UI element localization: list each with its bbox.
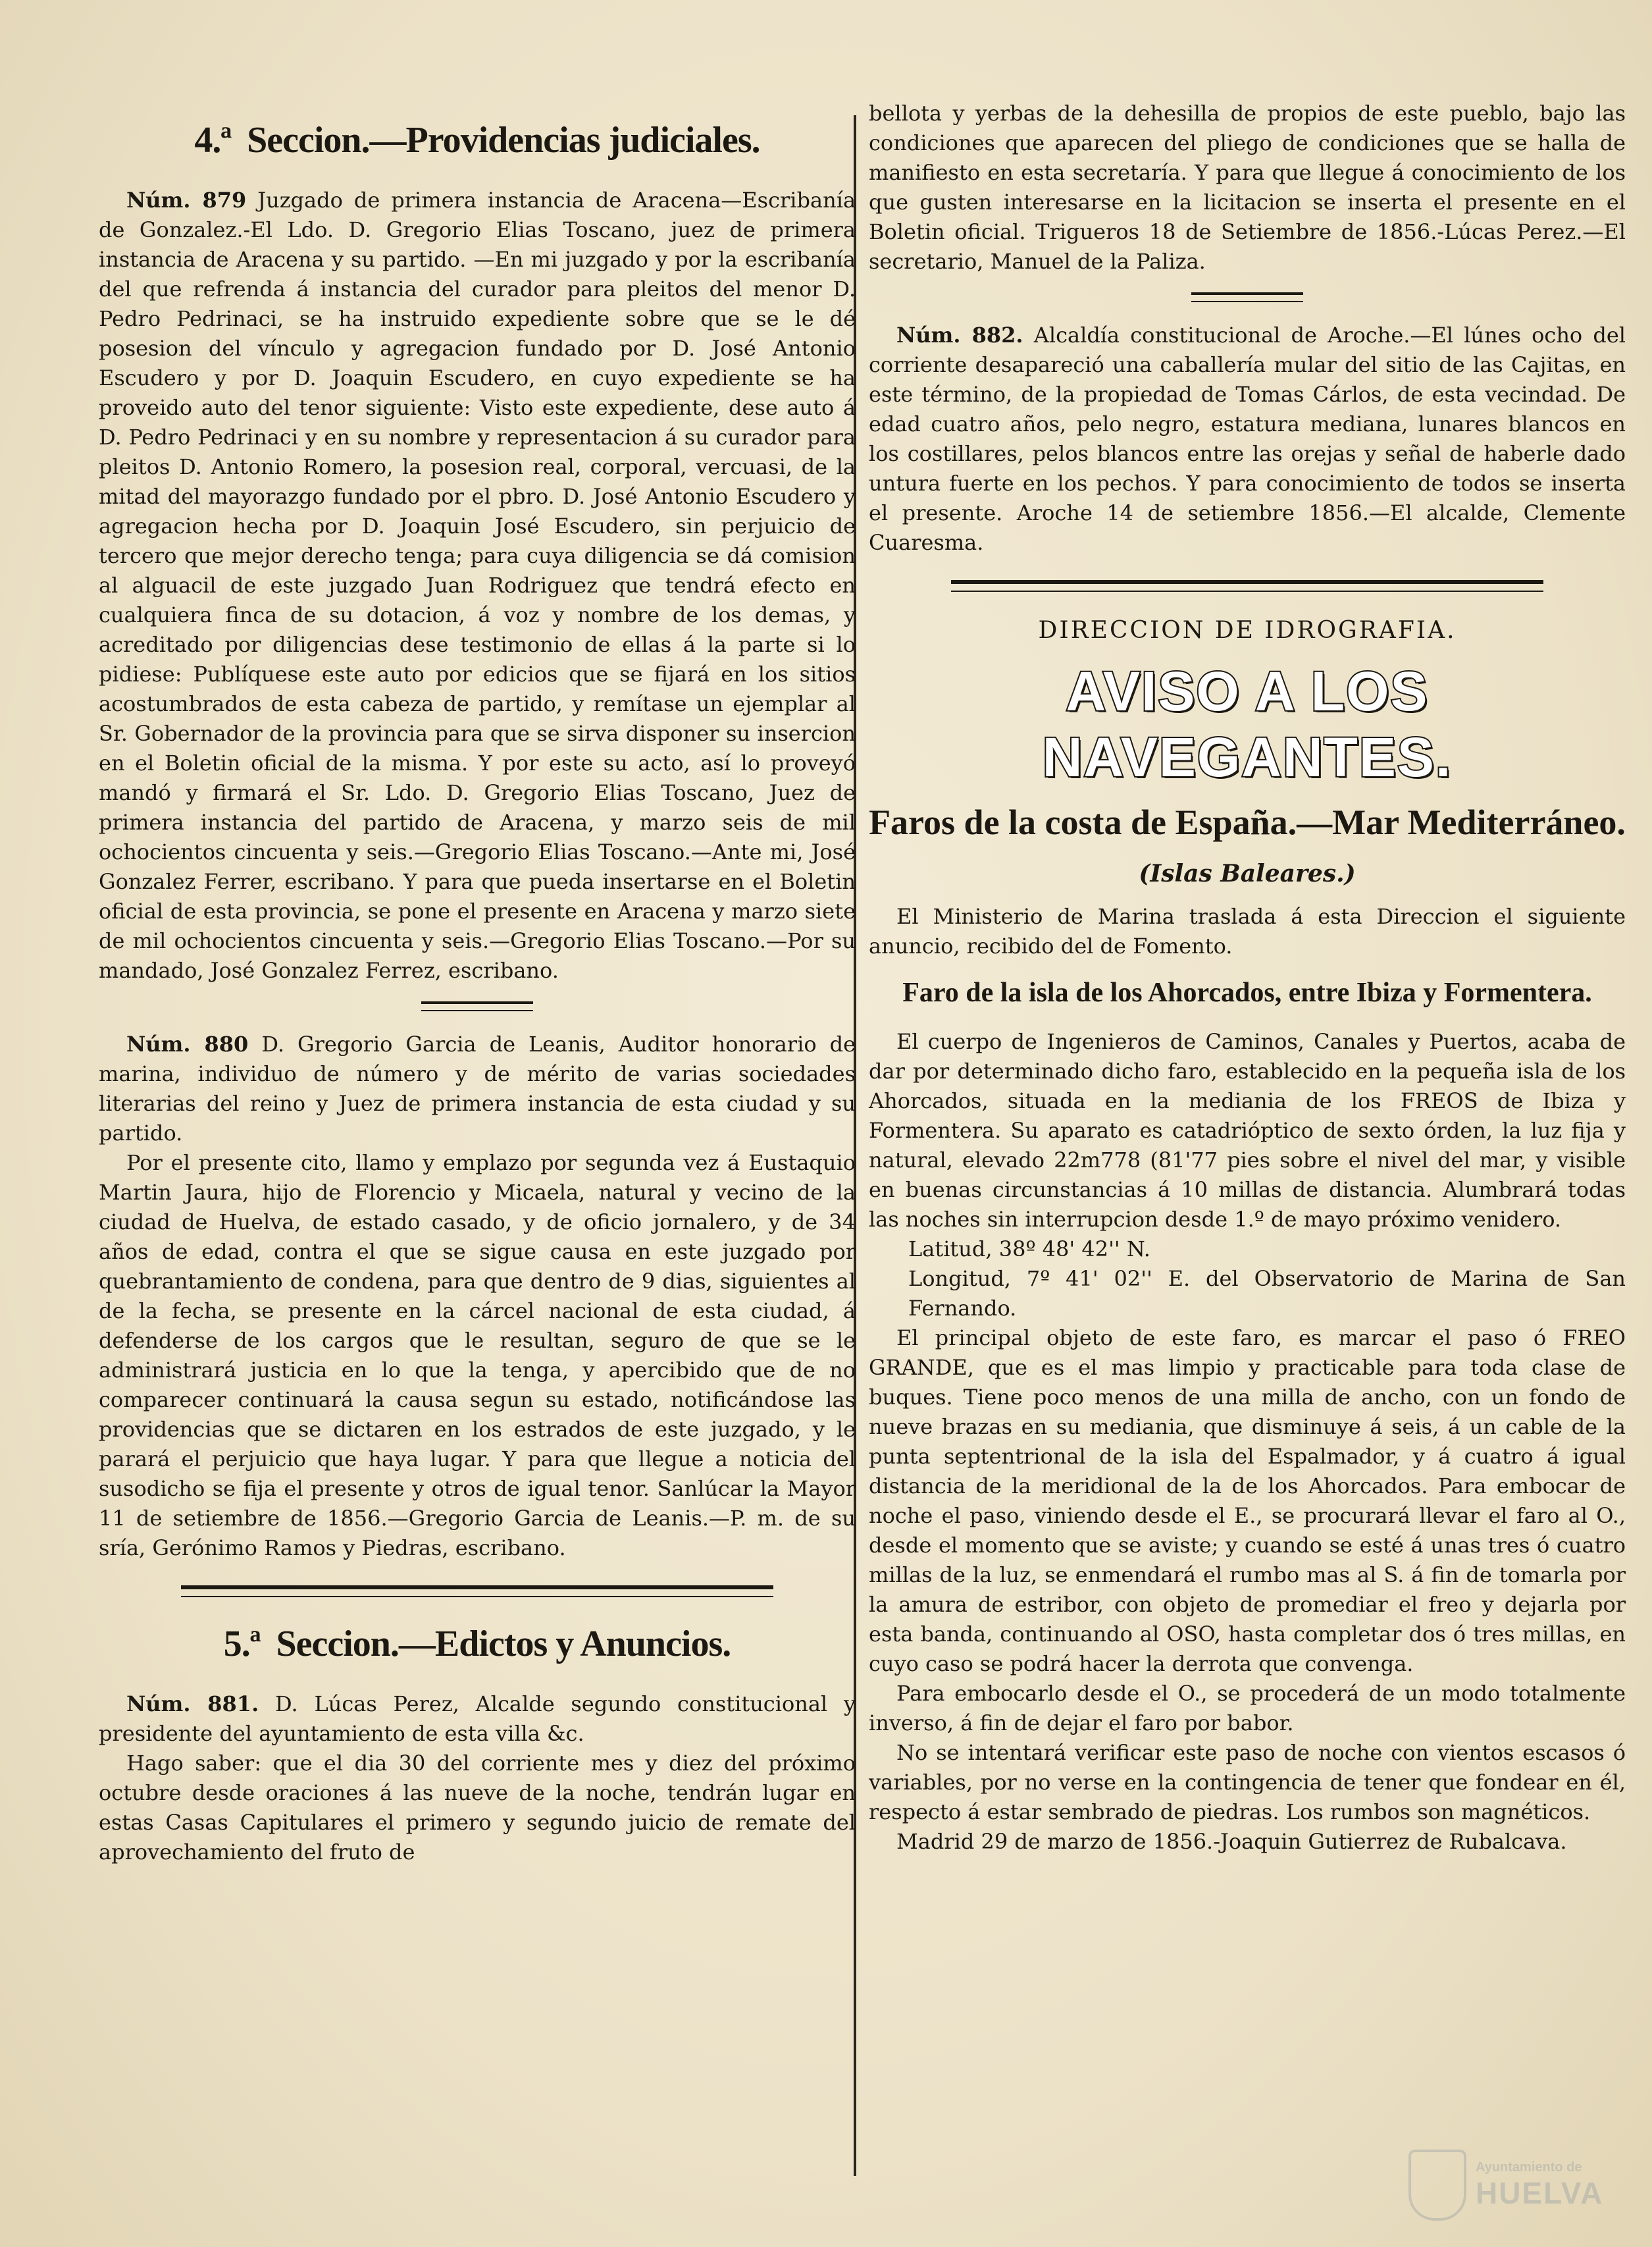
section-separator-rule — [181, 1585, 773, 1597]
section-5-number: 5.ª — [223, 1624, 261, 1664]
islas-subheading: (Islas Baleares.) — [1139, 860, 1356, 887]
notice-881-body: Hago saber: que el dia 30 del corriente mes y diez del próximo octubre desde oraciones á las nueve de la noche, tendrán lugar en estas Casas Capitulares el primero y segundo juicio de remate del aprovechamiento del fruto de — [99, 1751, 856, 1864]
stamp-line-2: HUELVA — [1476, 2175, 1604, 2210]
notice-879-text: Juzgado de primera instancia de Aracena—Escribanía de Gonzalez.-El Ldo. D. Gregorio Elias Toscano, juez de primera instancia de Aracena y su partido. —En mi juzgado y por la escribanía del que refrenda á instancia del curador para pleitos del menor D. Pedro Pedrinaci, se ha instruido expediente sobre que se le dé posesion del vínculo y agregacion fundado por D. José Antonio Escudero y por D. Joaquin Escudero, en cuyo expediente se ha proveido auto del tenor siguiente: Visto este expediente, dese auto á D. Pedro Pedrinaci y en su nombre y representacion á su curador para pleitos D. Antonio Romero, la posesion real, corporal, vercuasi, de la mitad del mayorazgo fundado por el pbro. D. José Antonio Escudero y agregacion hecha por D. Joaquin José Escudero, sin perjuicio de tercero que mejor derecho tenga; para cuya diligencia se dá comision al alguacil de este juzgado Juan Rodriguez que tendrá efecto en cualquiera finca de su dotacion, á voz y nombre de los demas, y acreditado por diligencias dese testimonio de ellas á la parte si lo pidiese: Publíquese este auto por edicios que se fijará en los sitios acostumbrados de esta cabeza de partido, y remítase un ejemplar al Sr. Gobernador de la provincia para que se sirva disponer su insercion en el Boletin oficial de la misma. Y por este su acto, así lo proveyó mandó y firmará el Sr. Ldo. D. Gregorio Elias Toscano, Juez de primera instancia del partido de Aracena, y marzo seis de mil ochocientos cincuenta y seis.—Gregorio Elias Toscano.—Ante mi, José Gonzalez Ferrer, escribano. Y para que pueda insertarse en el Boletin oficial de esta provincia, se pone el presente en Aracena y marzo siete de mil ochocientos cincuenta y seis.—Gregorio Elias Toscano.—Por su mandado, José Gonzalez Ferrez, escribano. — [99, 188, 856, 983]
aviso-headline: AVISO A LOS NAVEGANTES. — [1042, 660, 1453, 788]
faro-paragraph-1: El cuerpo de Ingenieros de Caminos, Canales y Puertos, acaba de dar por determinado dicho faro, establecido en la pequeña isla de los Ahorcados, situada en la mediania de los FREOS de Ibiza y Formentera. Su aparato es catadrióptico de sexto órden, la luz fija y natural, elevado 22m778 (81'77 pies sobre el nivel del mar, y visible en buenas circunstancias á 10 millas de distancia. Alumbrará todas las noches sin interrupcion desde 1.º de mayo próximo venidero. — [869, 1029, 1626, 1232]
longitude-line: Longitud, 7º 41' 02'' E. del Observatorio de Marina de San Fernando. — [908, 1266, 1626, 1321]
section-4-number: 4.ª — [194, 120, 232, 161]
separator-rule — [421, 1001, 533, 1011]
section-5-title: Seccion.—Edictos y Anuncios. — [276, 1624, 731, 1664]
faro-paragraph-2: El principal objeto de este faro, es marcar el paso ó FREO GRANDE, que es el mas limpio y practicable para toda clase de buques. Tiene poco menos de una milla de ancho, con un fondo de nueve brazas en su mediania, que disminuye á seis, á un cable de la punta septentrional de la isla del Espalmador, y á cuatro á igual distancia de la meridional de la de los Ahorcados. Para embocar de noche el paso, viniendo desde el E., se procurará llevar el faro al O., desde el momento que se aviste; y cuando se esté á unas tres ó cuatro millas de la luz, se enmendará el rumbo mas al S. á fin de tomarla por la amura de estribor, con objeto de promediar el freo y dejarla por esta banda, continuando al OSO, hasta completar dos ó tres millas, en cuyo caso se podrá hacer la derrota que convenga. — [869, 1325, 1626, 1676]
notice-881-number: Núm. 881. — [126, 1691, 259, 1716]
notice-881-heading — [99, 1689, 856, 1749]
aviso-intro: El Ministerio de Marina traslada á esta Direccion el siguiente anuncio, recibido del de Fomento. — [869, 904, 1626, 959]
faros-subheading: Faros de la costa de España.—Mar Mediterráneo. — [869, 803, 1626, 842]
section-separator-rule — [951, 580, 1543, 592]
notice-880-number: Núm. 880 — [126, 1032, 249, 1057]
notice-882-text: Alcaldía constitucional de Aroche.—El lúnes ocho del corriente desapareció una caballería mular del sitio de las Cajitas, en este término, de la propiedad de Tomas Cárlos, de esta vecindad. De edad cuatro años, pelo negro, estatura mediana, lunares blancos en los costillares, pelos blancos entre las orejas y señal de haberle dado untura fuerte en los pechos. Y para conocimiento de todos se inserta el presente. Aroche 14 de setiembre 1856.—El alcalde, Clemente Cuaresma. — [869, 323, 1626, 555]
right-column — [869, 99, 1626, 1857]
notice-880-heading — [99, 1030, 856, 1148]
latitude-line: Latitud, 38º 48' 42'' N. — [908, 1236, 1150, 1261]
faro-paragraph-3: Para embocarlo desde el O., se procederá de un modo totalmente inverso, á fin de dejar el faro por babor. — [869, 1681, 1626, 1735]
left-column — [99, 99, 856, 1867]
archive-watermark-stamp — [1408, 2146, 1606, 2225]
department-heading: DIRECCION DE IDROGRAFIA. — [1038, 617, 1457, 644]
section-5-heading — [99, 1622, 856, 1666]
notice-879-number: Núm. 879 — [126, 188, 247, 213]
notice-880-intro: D. Gregorio Garcia de Leanis, Auditor honorario de marina, individuo de número y de mérito de varias sociedades literarias del reino y Juez de primera instancia de esta ciudad y su partido. — [99, 1032, 856, 1146]
aviso-signature: Madrid 29 de marzo de 1856.-Joaquin Gutierrez de Rubalcava. — [896, 1829, 1567, 1854]
stamp-line-1: Ayuntamiento de — [1476, 2159, 1582, 2175]
section-4-title: Seccion.—Providencias judiciales. — [247, 120, 760, 161]
notice-879 — [99, 186, 856, 986]
notice-882-number: Núm. 882. — [896, 323, 1023, 348]
faro-heading: Faro de la isla de los Ahorcados, entre Ibiza y Formentera. — [902, 978, 1592, 1008]
separator-rule — [1191, 292, 1303, 302]
notice-881-intro: D. Lúcas Perez, Alcalde segundo constitucional y presidente del ayuntamiento de esta villa &c. — [99, 1691, 856, 1746]
faro-paragraph-4: No se intentará verificar este paso de noche con vientos escasos ó variables, por no verse en la contingencia de tener que fondear en él, respecto á estar sembrado de piedras. Los rumbos son magnéticos. — [869, 1740, 1626, 1824]
notice-881-continuation: bellota y yerbas de la dehesilla de propios de este pueblo, bajo las condiciones que aparecen del pliego de condiciones que se halla de manifiesto en esta secretaría. Y para que llegue á conocimiento de los que gusten interesarse en la licitacion se inserta el presente en el Boletin oficial. Trigueros 18 de Setiembre de 1856.-Lúcas Perez.—El secretario, Manuel de la Paliza. — [869, 101, 1626, 274]
notice-880-body: Por el presente cito, llamo y emplazo por segunda vez á Eustaquio Martin Jaura, hijo de Florencio y Micaela, natural y vecino de la ciudad de Huelva, de estado casado, y de oficio jornalero, y de 34 años de edad, contra el que se sigue causa en este juzgado por quebrantamiento de condena, para que dentro de 9 dias, siguientes al de la fecha, se presente en la cárcel nacional de esta ciudad, á defenderse de los cargos que le resultan, seguro de que se le administrará justicia en lo que la tenga, y apercibido que de no comparecer continuará la causa segun su estado, notificándose las providencias que se dictaren en los estrados de este juzgado, y le parará el perjuicio que haya lugar. Y para que llegue a noticia del susodicho se fija el presente y otros de igual tenor. Sanlúcar la Mayor 11 de setiembre de 1856.—Gregorio Garcia de Leanis.—P. m. de su sría, Gerónimo Ramos y Piedras, escribano. — [99, 1150, 856, 1560]
coat-of-arms-icon — [1408, 2150, 1466, 2221]
notice-882 — [869, 321, 1626, 558]
section-4-heading — [99, 119, 856, 162]
